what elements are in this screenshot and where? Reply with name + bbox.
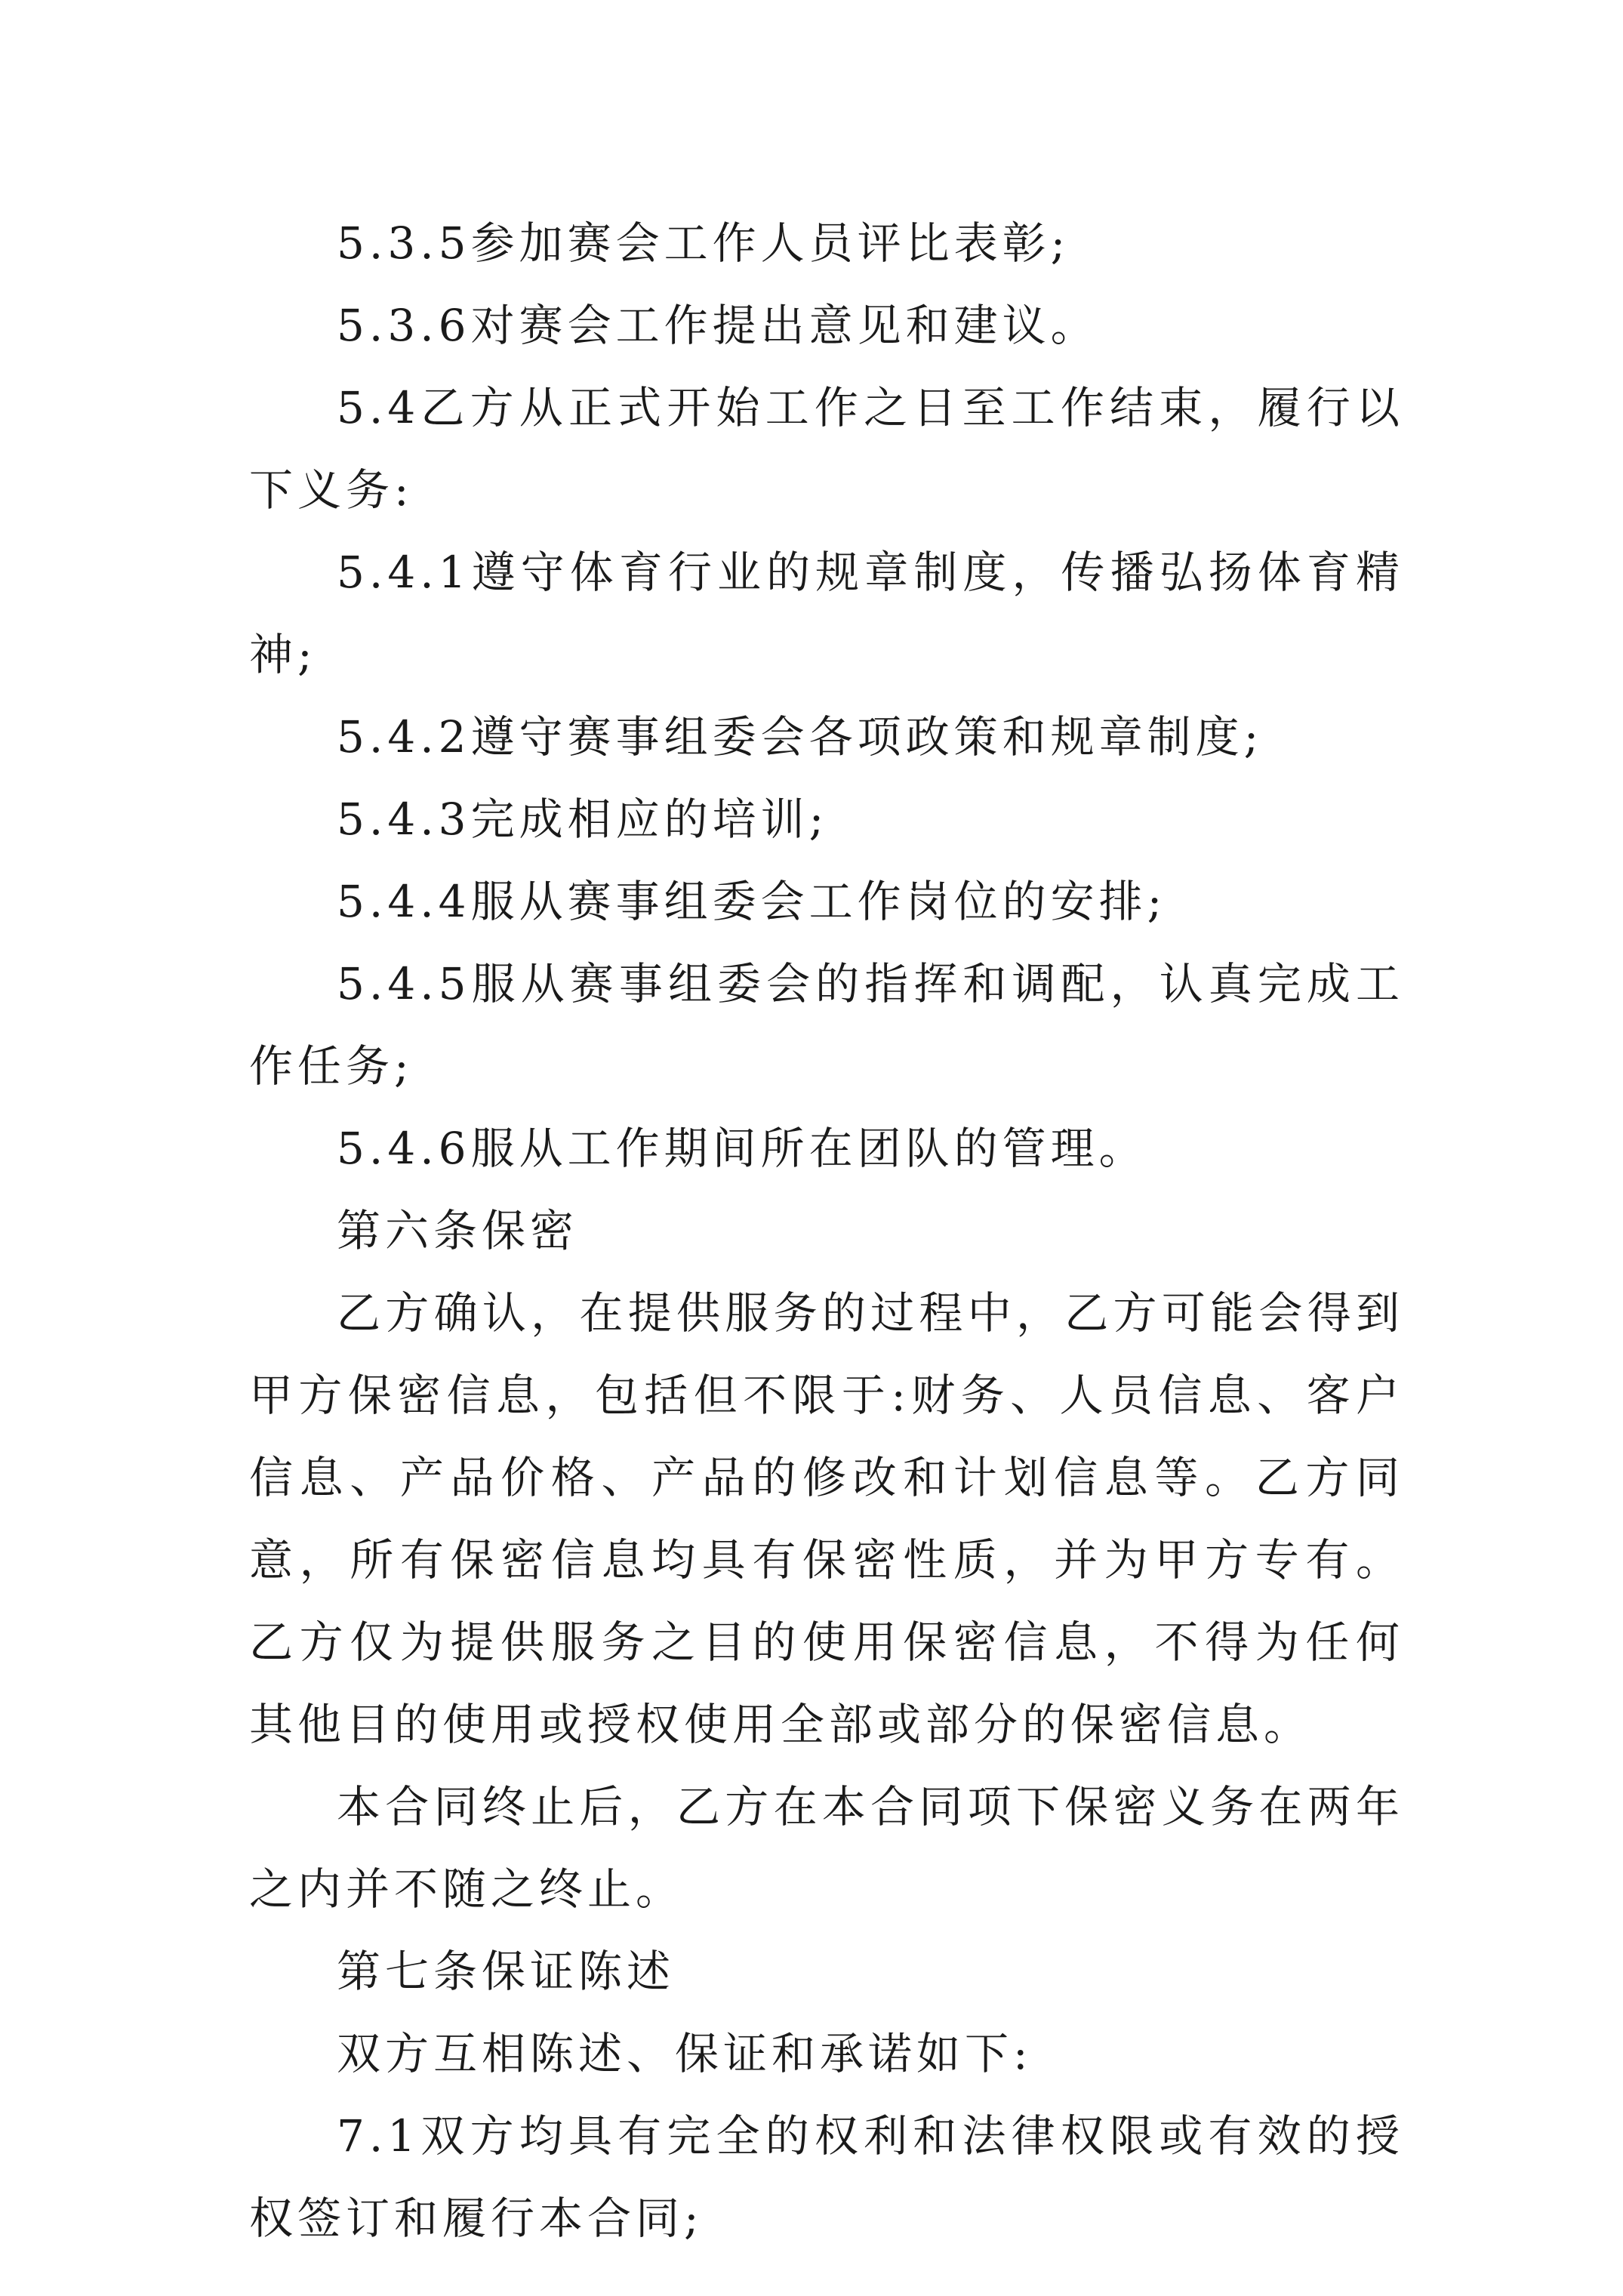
clause-5-4: 5.4乙方从正式开始工作之日至工作结束，履行以下义务:: [249, 382, 1404, 516]
clause-5-4-5: 5.4.5服从赛事组委会的指挥和调配，认真完成工作任务;: [249, 958, 1404, 1092]
clause-5-4-6: 5.4.6服从工作期间所在团队的管理。: [337, 1123, 1147, 1174]
confidentiality-term-paragraph: 本合同终止后，乙方在本合同项下保密义务在两年之内并不随之终止。: [249, 1781, 1404, 1915]
document-body: [249, 202, 1404, 2260]
article-6-heading: 第六条保密: [337, 1205, 579, 1256]
confidentiality-paragraph: 乙方确认，在提供服务的过程中，乙方可能会得到甲方保密信息，包括但不限于:财务、人员信息、客户信息、产品价格、产品的修改和计划信息等。乙方同意，所有保密信息均具有保密性质，并为甲方专有。乙方仅为提供服务之目的使用保密信息，不得为任何其他目的使用或授权使用全部或部分的保密信息。: [249, 1287, 1404, 1750]
clause-5-3-6: 5.3.6对赛会工作提出意见和建议。: [337, 300, 1099, 351]
article-7-heading: 第七条保证陈述: [337, 1946, 676, 1997]
clause-5-4-3: 5.4.3完成相应的培训;: [337, 794, 829, 845]
clause-5-4-2: 5.4.2遵守赛事组委会各项政策和规章制度;: [337, 711, 1264, 763]
clause-5-4-1: 5.4.1遵守体育行业的规章制度，传播弘扬体育精神;: [249, 547, 1404, 680]
warranties-intro: 双方互相陈述、保证和承诺如下:: [337, 2028, 1033, 2079]
clause-5-4-4: 5.4.4服从赛事组委会工作岗位的安排;: [337, 876, 1167, 927]
clause-7-1: 7.1双方均具有完全的权利和法律权限或有效的授权签订和履行本合同;: [249, 2110, 1404, 2244]
clause-5-3-5: 5.3.5参加赛会工作人员评比表彰;: [337, 217, 1070, 269]
